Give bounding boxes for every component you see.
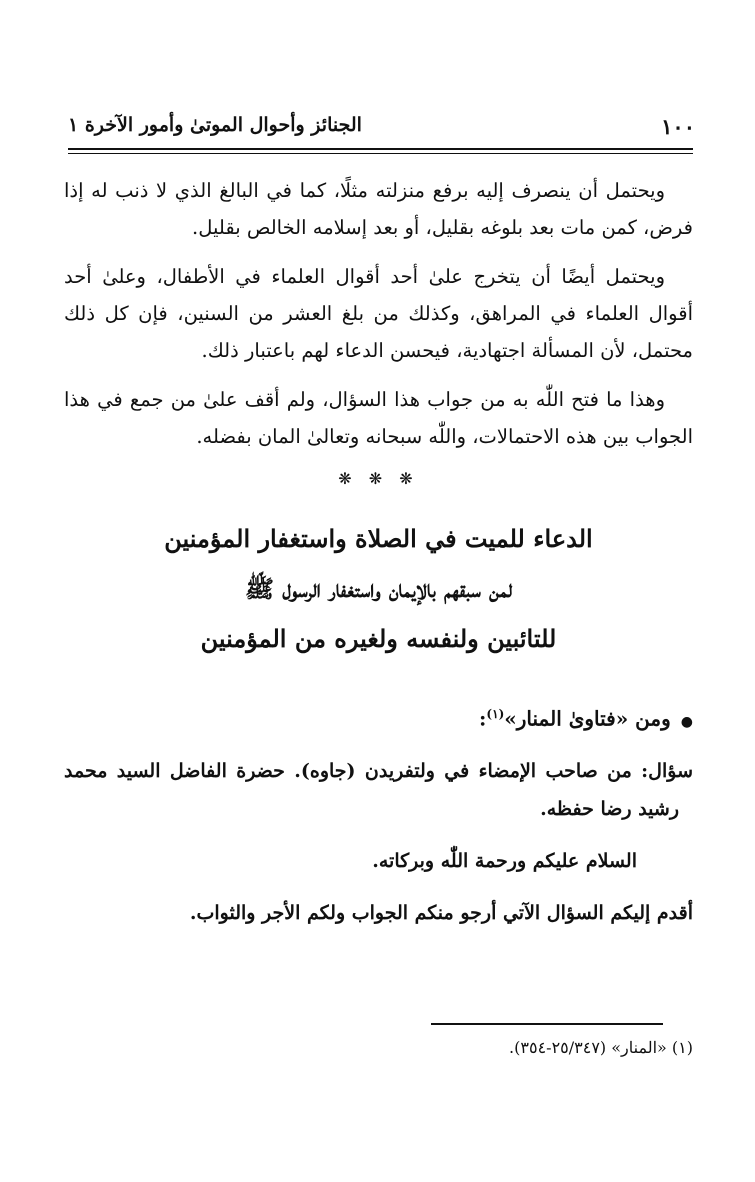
section-heading-line-3: للتائبين ولنفسه ولغيره من المؤمنين <box>200 624 557 653</box>
paragraph-2: ويحتمل أيضًا أن يتخرج علىٰ أحد أقوال العلماء في الأطفال، وعلىٰ أحد أقوال العلماء في المراهق، وكذلك من بلغ العشر من السنين، فإن كل ذلك محتمل، لأن المسألة اجتهادية، فيحسن الدعاء لهم باعتبار ذلك. <box>64 265 693 362</box>
source-line <box>64 694 693 742</box>
running-header <box>68 108 695 144</box>
book-title: الجنائز وأحوال الموتىٰ وأمور الآخرة ١ <box>68 114 362 136</box>
header-rule-thick <box>68 148 693 150</box>
question-block <box>64 752 693 932</box>
header-rule-thin <box>68 153 693 154</box>
source-title: ومن «فتاوىٰ المنار» <box>504 706 671 731</box>
section-heading <box>64 514 693 664</box>
bullet-icon: ● <box>680 713 693 730</box>
greeting-line: السلام عليكم ورحمة اللّٰه وبركاته. <box>372 849 637 872</box>
body-text <box>64 172 693 946</box>
paragraph-3: وهذا ما فتح اللّٰه به من جواب هذا السؤال، ولم أقف علىٰ من جمع في هذا الجواب بين هذه الاحتمالات، واللّٰه سبحانه وتعالىٰ المان بفضله. <box>64 388 693 448</box>
footnote-rule <box>431 1023 663 1025</box>
section-heading-line-1: الدعاء للميت في الصلاة واستغفار المؤمنين <box>164 524 593 553</box>
footnote-marker: (١) <box>486 707 505 721</box>
section-separator: ❋ ❋ ❋ <box>338 469 419 488</box>
request-line: أقدم إليكم السؤال الآتي أرجو منكم الجواب ولكم الأجر والثواب. <box>189 901 693 924</box>
source-colon: : <box>479 706 487 731</box>
question-line: سؤال: من صاحب الإمضاء في ولتفريدن (جاوه). حضرة الفاضل السيد محمد رشيد رضا حفظه. <box>64 759 693 820</box>
page-number: ١٠٠ <box>661 114 695 139</box>
section-heading-line-2: لمن سبقهم بالإيمان واستغفار الرسول ﷺ <box>245 574 512 603</box>
footnote: (١) «المنار» (٢٥/٣٤٧-٣٥٤). <box>509 1038 693 1057</box>
paragraph-1: ويحتمل أن ينصرف إليه برفع منزلته مثلًا، كما في البالغ الذي لا ذنب له إذا فرض، كمن مات بعد بلوغه بقليل، أو بعد إسلامه الخالص بقليل. <box>64 179 693 239</box>
